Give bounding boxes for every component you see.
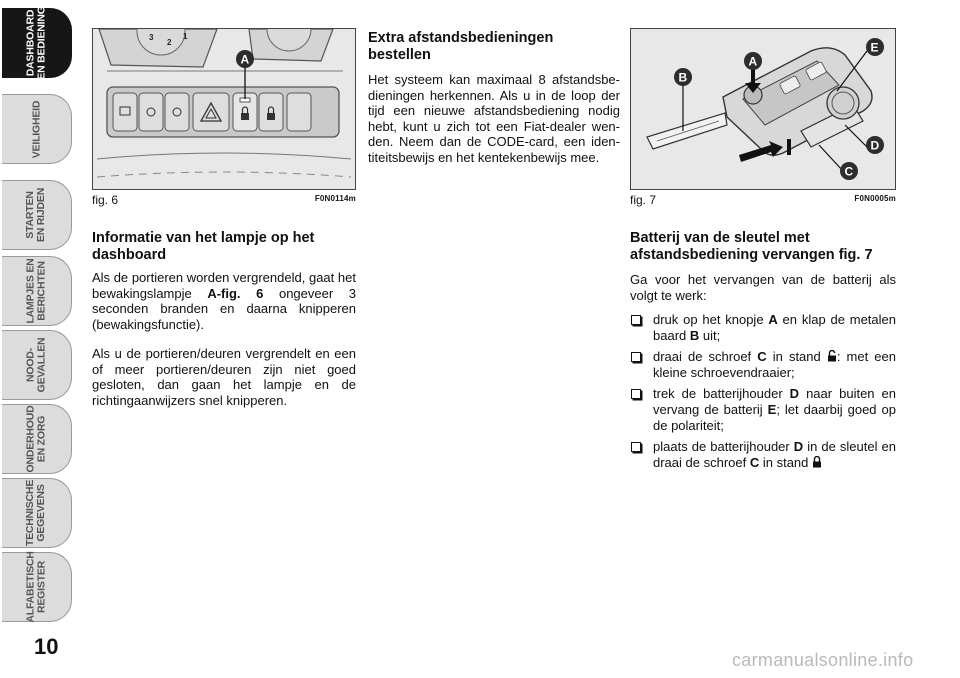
key-drawing xyxy=(631,29,895,189)
checkbox-bullet-icon xyxy=(631,442,641,452)
tab-label: ONDERHOUD EN ZORG xyxy=(24,405,48,473)
unlock-icon xyxy=(827,350,837,362)
switch-panel-drawing xyxy=(93,29,355,189)
tab-register[interactable] xyxy=(2,552,72,622)
checkbox-bullet-icon xyxy=(631,315,641,325)
list-item: trek de batterijhouder D naar buiten en vervang de batterij E; let daarbij goed op de polariteit; xyxy=(630,386,896,433)
callout-e-label: E xyxy=(870,40,879,55)
section-heading-dashboard-lamp: Informatie van het lampje op het dashboard xyxy=(92,230,315,263)
section-heading-battery: Batterij van de sleutel met afstandsbediening vervangen fig. 7 xyxy=(630,230,873,263)
page-number: 10 xyxy=(34,634,59,659)
callout-b-label: B xyxy=(678,70,688,85)
figure-7 xyxy=(630,28,896,210)
section-heading-extra-remotes: Extra afstandsbedieningen bestellen xyxy=(368,30,554,63)
callout-d-label: D xyxy=(870,138,880,153)
battery-steps-list xyxy=(630,312,896,476)
tab-label: STARTEN EN RIJDEN xyxy=(24,187,48,243)
tab-label: TECHNISCHE GEGEVENS xyxy=(24,479,48,547)
checkbox-bullet-icon xyxy=(631,389,641,399)
tab-label: DASHBOARD EN BEDIENING xyxy=(24,6,48,80)
callout-c-label: C xyxy=(844,164,854,179)
paragraph-extra-remotes: Het systeem kan maximaal 8 afstandsbedieningen herkennen. Als u in de loop der tijd een nieuwe afstandsbediening nodig hebt, kunt u zich tot een Fiat-dealer wenden. Neem dan de CODE-card, een identiteitsbewijs en het kentekenbewijs mee. xyxy=(368,72,620,165)
tab-noodgevallen[interactable] xyxy=(2,330,72,400)
callout-a-label: A xyxy=(748,54,758,69)
paragraph-lamp-warning: Als u de portieren/deuren vergrendelt en een of meer portieren/deuren zijn niet goed gesloten, dan gaan het lampje en de richtingaanwijzers snel knipperen. xyxy=(92,346,356,408)
tab-dashboard[interactable] xyxy=(2,8,72,78)
paragraph-lamp-function: Als de portieren worden vergrendeld, gaat het bewakingslampje A-fig. 6 ongeveer 3 seconden branden en daarna knipperen (bewakingsfunctie). xyxy=(92,270,356,332)
dial-number: 3 xyxy=(149,33,154,42)
tab-label: ALFABETISCH REGISTER xyxy=(24,551,48,623)
chapter-tabs xyxy=(0,0,78,640)
list-item: druk op het knopje A en klap de metalen baard B uit; xyxy=(630,312,896,343)
tab-lampjes[interactable] xyxy=(2,256,72,326)
figure-6-caption: fig. 6 xyxy=(92,193,119,207)
dial-number: 1 xyxy=(183,32,188,41)
figure-6-code: F0N0114m xyxy=(314,194,356,203)
paragraph-battery-intro: Ga voor het vervangen van de batterij als volgt te werk: xyxy=(630,272,896,303)
tab-label: VEILIGHEID xyxy=(29,100,42,158)
tab-onderhoud[interactable] xyxy=(2,404,72,474)
figure-6 xyxy=(92,28,356,210)
tab-starten[interactable] xyxy=(2,180,72,250)
list-item: draai de schroef C in stand : met een kleine schroevendraaier; xyxy=(630,349,896,380)
tab-label: NOOD- GEVALLEN xyxy=(24,337,48,393)
watermark: carmanualsonline.info xyxy=(732,650,914,670)
tab-veiligheid[interactable] xyxy=(2,94,72,164)
figure-7-illustration xyxy=(630,28,896,190)
figure-7-code: F0N0005m xyxy=(854,194,896,203)
callout-a-label: A xyxy=(240,52,250,67)
list-item: plaats de batterijhouder D in de sleutel en draai de schroef C in stand xyxy=(630,439,896,470)
lock-icon xyxy=(812,456,822,468)
dial-number: 2 xyxy=(167,38,172,47)
tab-technische[interactable] xyxy=(2,478,72,548)
tab-label: LAMPJES EN BERICHTEN xyxy=(24,258,48,324)
figure-6-illustration xyxy=(92,28,356,190)
figure-7-caption: fig. 7 xyxy=(630,193,657,207)
checkbox-bullet-icon xyxy=(631,352,641,362)
